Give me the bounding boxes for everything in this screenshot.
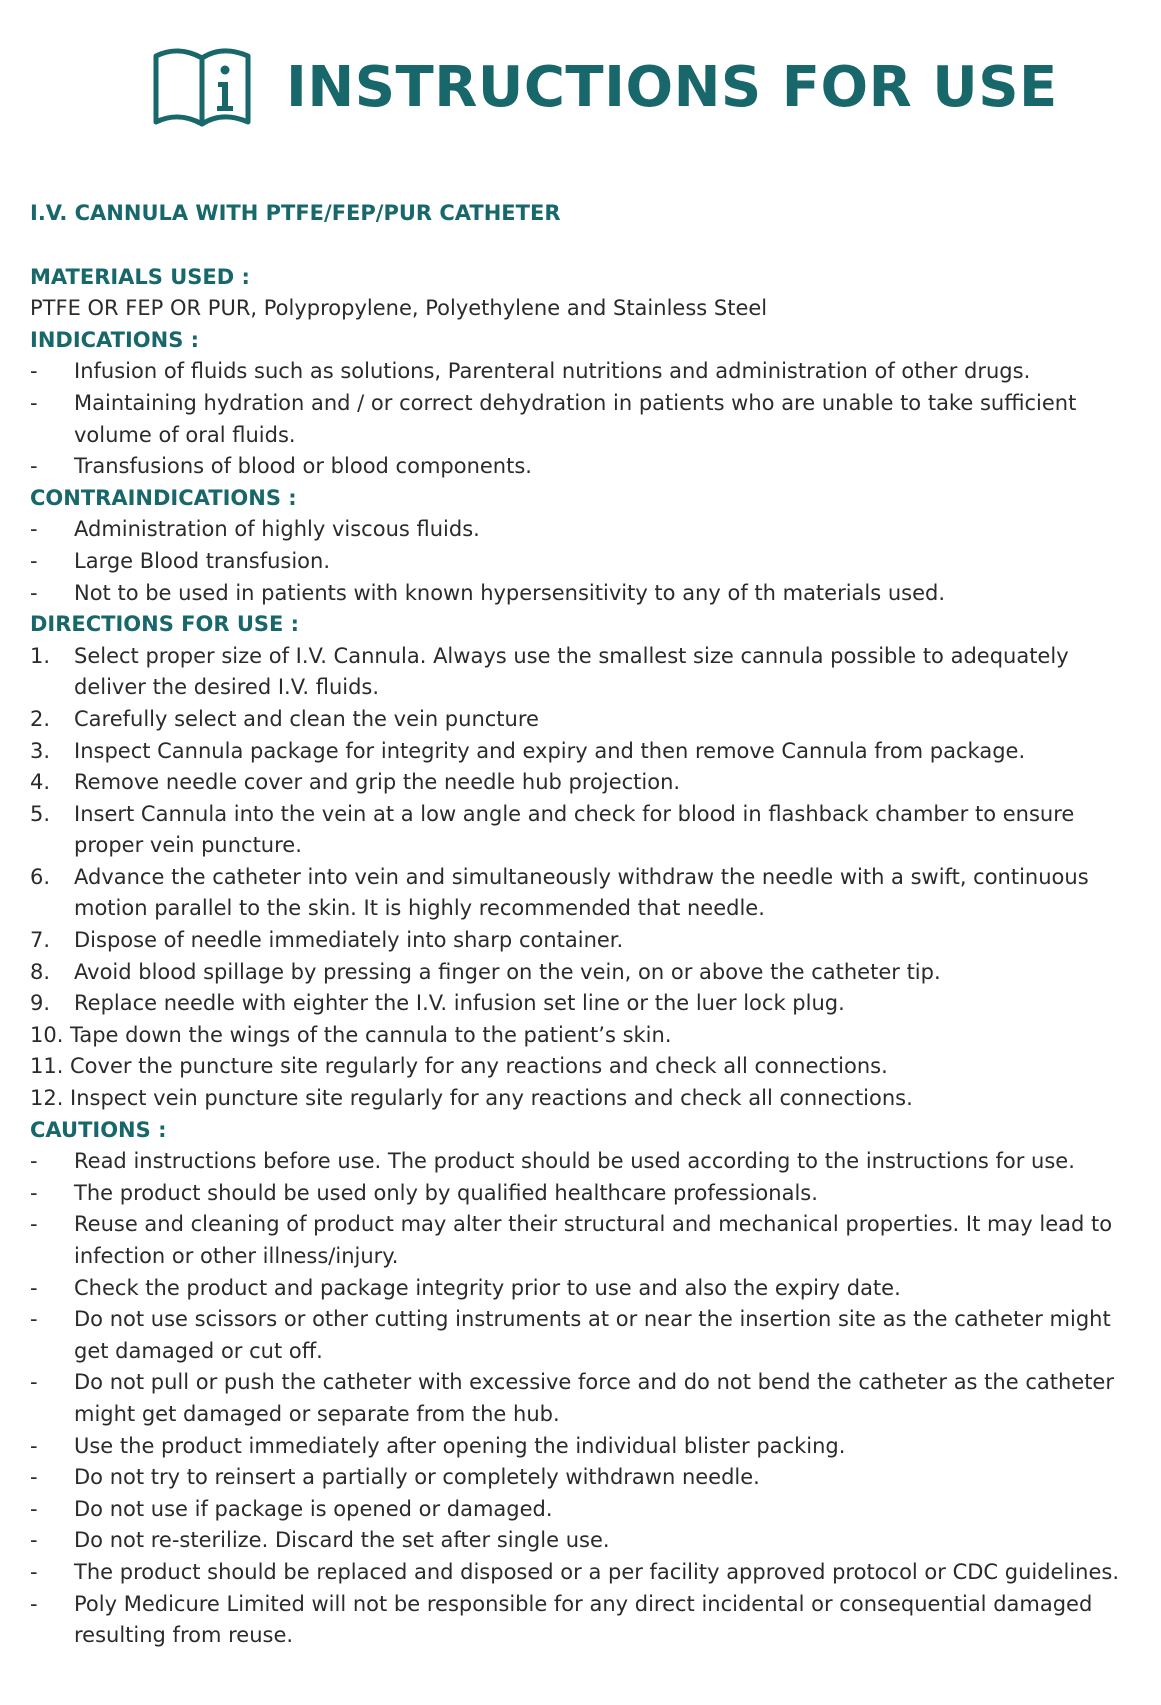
bullet: -: [30, 1370, 38, 1395]
list-item: - Reuse and cleaning of product may alter their structural and mechanical properties. It may lead to infection or other illness/injury.: [30, 1209, 1140, 1272]
list-item: 1. Select proper size of I.V. Cannula. Always use the smallest size cannula possible to adequately deliver the desired I.V. fluids.: [30, 641, 1140, 704]
list-item: - Infusion of fluids such as solutions, Parenteral nutritions and administration of other drugs.: [30, 356, 1140, 388]
list-item: - Do not use if package is opened or damaged.: [30, 1494, 1140, 1526]
materials-text: PTFE OR FEP OR PUR, Polypropylene, Polyethylene and Stainless Steel: [30, 296, 768, 321]
contraindications-list: [30, 514, 1140, 609]
list-item: 5. Insert Cannula into the vein at a low angle and check for blood in flashback chamber to ensure proper vein puncture.: [30, 799, 1140, 862]
cautions-heading: CAUTIONS :: [30, 1117, 167, 1142]
document-body: [30, 198, 1140, 1652]
bullet: -: [30, 454, 38, 479]
step-number: 8.: [30, 959, 51, 984]
list-item: 8. Avoid blood spillage by pressing a finger on the vein, on or above the catheter tip.: [30, 957, 1140, 989]
step-number: 7.: [30, 928, 51, 953]
list-item: - Do not re-sterilize. Discard the set after single use.: [30, 1525, 1140, 1557]
list-item: 6. Advance the catheter into vein and simultaneously withdraw the needle with a swift, continuous motion parallel to the skin. It is highly recommended that needle.: [30, 862, 1140, 925]
indications-heading: INDICATIONS :: [30, 327, 200, 352]
bullet: -: [30, 390, 38, 415]
bullet: -: [30, 1465, 38, 1490]
step-number: 6.: [30, 864, 51, 889]
bullet: -: [30, 580, 38, 605]
directions-heading: DIRECTIONS FOR USE :: [30, 612, 300, 637]
contraindications-heading: CONTRAINDICATIONS :: [30, 485, 297, 510]
page-title: INSTRUCTIONS FOR USE: [286, 55, 1058, 120]
materials-heading: MATERIALS USED :: [30, 264, 250, 289]
list-item: - Do not try to reinsert a partially or completely withdrawn needle.: [30, 1462, 1140, 1494]
step-number: 1.: [30, 643, 51, 668]
bullet: -: [30, 1275, 38, 1300]
list-item: - Not to be used in patients with known hypersensitivity to any of th materials used.: [30, 578, 1140, 610]
list-item: 11. Cover the puncture site regularly for any reactions and check all connections.: [30, 1051, 1140, 1083]
step-number: 2.: [30, 706, 51, 731]
step-number: 4.: [30, 770, 51, 795]
list-item: 7. Dispose of needle immediately into sharp container.: [30, 925, 1140, 957]
list-item: - The product should be replaced and disposed or a per facility approved protocol or CDC guidelines.: [30, 1557, 1140, 1589]
list-item: 12. Inspect vein puncture site regularly for any reactions and check all connections.: [30, 1083, 1140, 1115]
step-number: 12.: [30, 1086, 64, 1111]
list-item: - Maintaining hydration and / or correct dehydration in patients who are unable to take sufficient volume of oral fluids.: [30, 388, 1140, 451]
bullet: -: [30, 548, 38, 573]
product-title: I.V. CANNULA WITH PTFE/FEP/PUR CATHETER: [30, 201, 561, 225]
bullet: -: [30, 1496, 38, 1521]
list-item: 3. Inspect Cannula package for integrity and expiry and then remove Cannula from package.: [30, 736, 1140, 768]
list-item: 10. Tape down the wings of the cannula to the patient’s skin.: [30, 1020, 1140, 1052]
step-number: 5.: [30, 801, 51, 826]
list-item: 4. Remove needle cover and grip the needle hub projection.: [30, 767, 1140, 799]
bullet: -: [30, 1149, 38, 1174]
list-item: - Poly Medicure Limited will not be responsible for any direct incidental or consequential damaged resulting from reuse.: [30, 1589, 1140, 1652]
bullet: -: [30, 1307, 38, 1332]
list-item: - Read instructions before use. The product should be used according to the instructions for use.: [30, 1146, 1140, 1178]
list-item: - Do not pull or push the catheter with excessive force and do not bend the catheter as the catheter might get damaged or separate from the hub.: [30, 1367, 1140, 1430]
list-item: - Check the product and package integrity prior to use and also the expiry date.: [30, 1273, 1140, 1305]
step-number: 10.: [30, 1022, 64, 1047]
bullet: -: [30, 359, 38, 384]
bullet: -: [30, 1212, 38, 1237]
info-book-icon: [152, 46, 256, 130]
step-number: 11.: [30, 1054, 64, 1079]
list-item: - Do not use scissors or other cutting instruments at or near the insertion site as the catheter might get damaged or cut off.: [30, 1304, 1140, 1367]
list-item: - Use the product immediately after opening the individual blister packing.: [30, 1431, 1140, 1463]
indications-list: [30, 356, 1140, 482]
bullet: -: [30, 1180, 38, 1205]
list-item: - Large Blood transfusion.: [30, 546, 1140, 578]
directions-list: [30, 641, 1140, 1115]
step-number: 9.: [30, 991, 51, 1016]
list-item: - The product should be used only by qualified healthcare professionals.: [30, 1178, 1140, 1210]
list-item: 2. Carefully select and clean the vein puncture: [30, 704, 1140, 736]
bullet: -: [30, 1528, 38, 1553]
bullet: -: [30, 1433, 38, 1458]
step-number: 3.: [30, 738, 51, 763]
cautions-list: [30, 1146, 1140, 1652]
bullet: -: [30, 517, 38, 542]
list-item: 9. Replace needle with eighter the I.V. infusion set line or the luer lock plug.: [30, 988, 1140, 1020]
list-item: - Transfusions of blood or blood components.: [30, 451, 1140, 483]
list-item: - Administration of highly viscous fluids.: [30, 514, 1140, 546]
bullet: -: [30, 1559, 38, 1584]
header: [152, 46, 1058, 130]
bullet: -: [30, 1591, 38, 1616]
